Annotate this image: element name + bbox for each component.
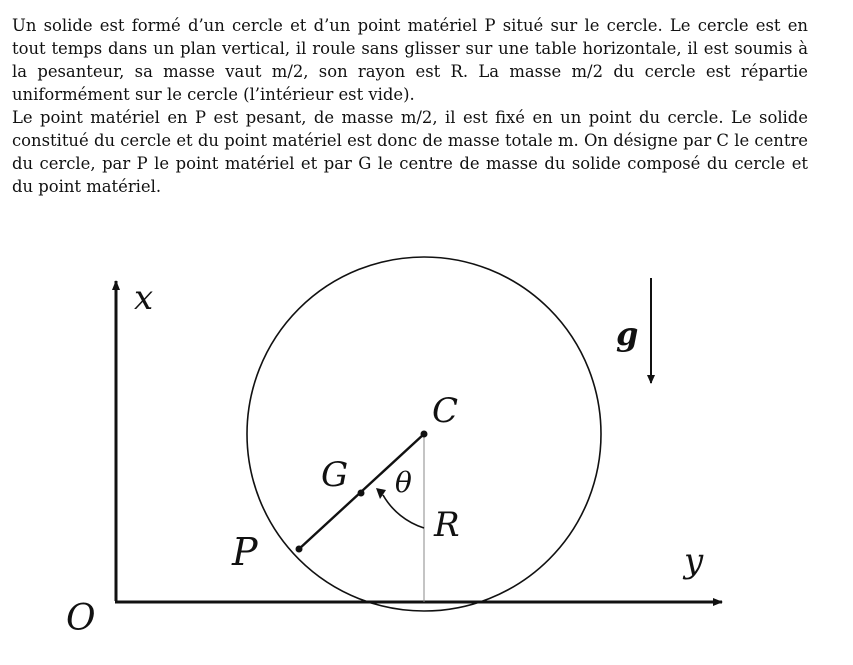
center-label: C — [432, 391, 459, 431]
y-axis-label: y — [684, 541, 704, 581]
mass-center-label: G — [321, 455, 349, 495]
center-point-c — [421, 431, 428, 438]
theta-arc — [383, 495, 424, 528]
point-label: P — [232, 530, 258, 574]
gravity-label: g — [616, 315, 639, 353]
paragraph-2: Le point matériel en P est pesant, de masse m/2, il est fixé en un point du cercle. Le solide constitué du cercle et du point matériel est donc de masse totale m. On désigne par C le centre du cercle, par P le point matériel et par G le centre de masse du solide composé du cercle et du point matériel. — [12, 108, 808, 196]
angle-label: θ — [395, 466, 412, 499]
paragraph-1: Un solide est formé d’un cercle et d’un point matériel P situé sur le cercle. Le cercle est en tout temps dans un plan vertical, il roule sans glisser sur une table horizontale, il est soumis à la pesanteur, sa masse vaut m/2, son rayon est R. La masse m/2 du cercle est répartie uniformément sur le cercle (l’intérieur est vide). — [12, 16, 808, 104]
material-point-p — [296, 546, 303, 553]
origin-label: O — [66, 598, 96, 639]
x-axis-label: x — [134, 278, 154, 318]
radius-label: R — [434, 505, 460, 545]
mass-center-point-g — [358, 490, 365, 497]
